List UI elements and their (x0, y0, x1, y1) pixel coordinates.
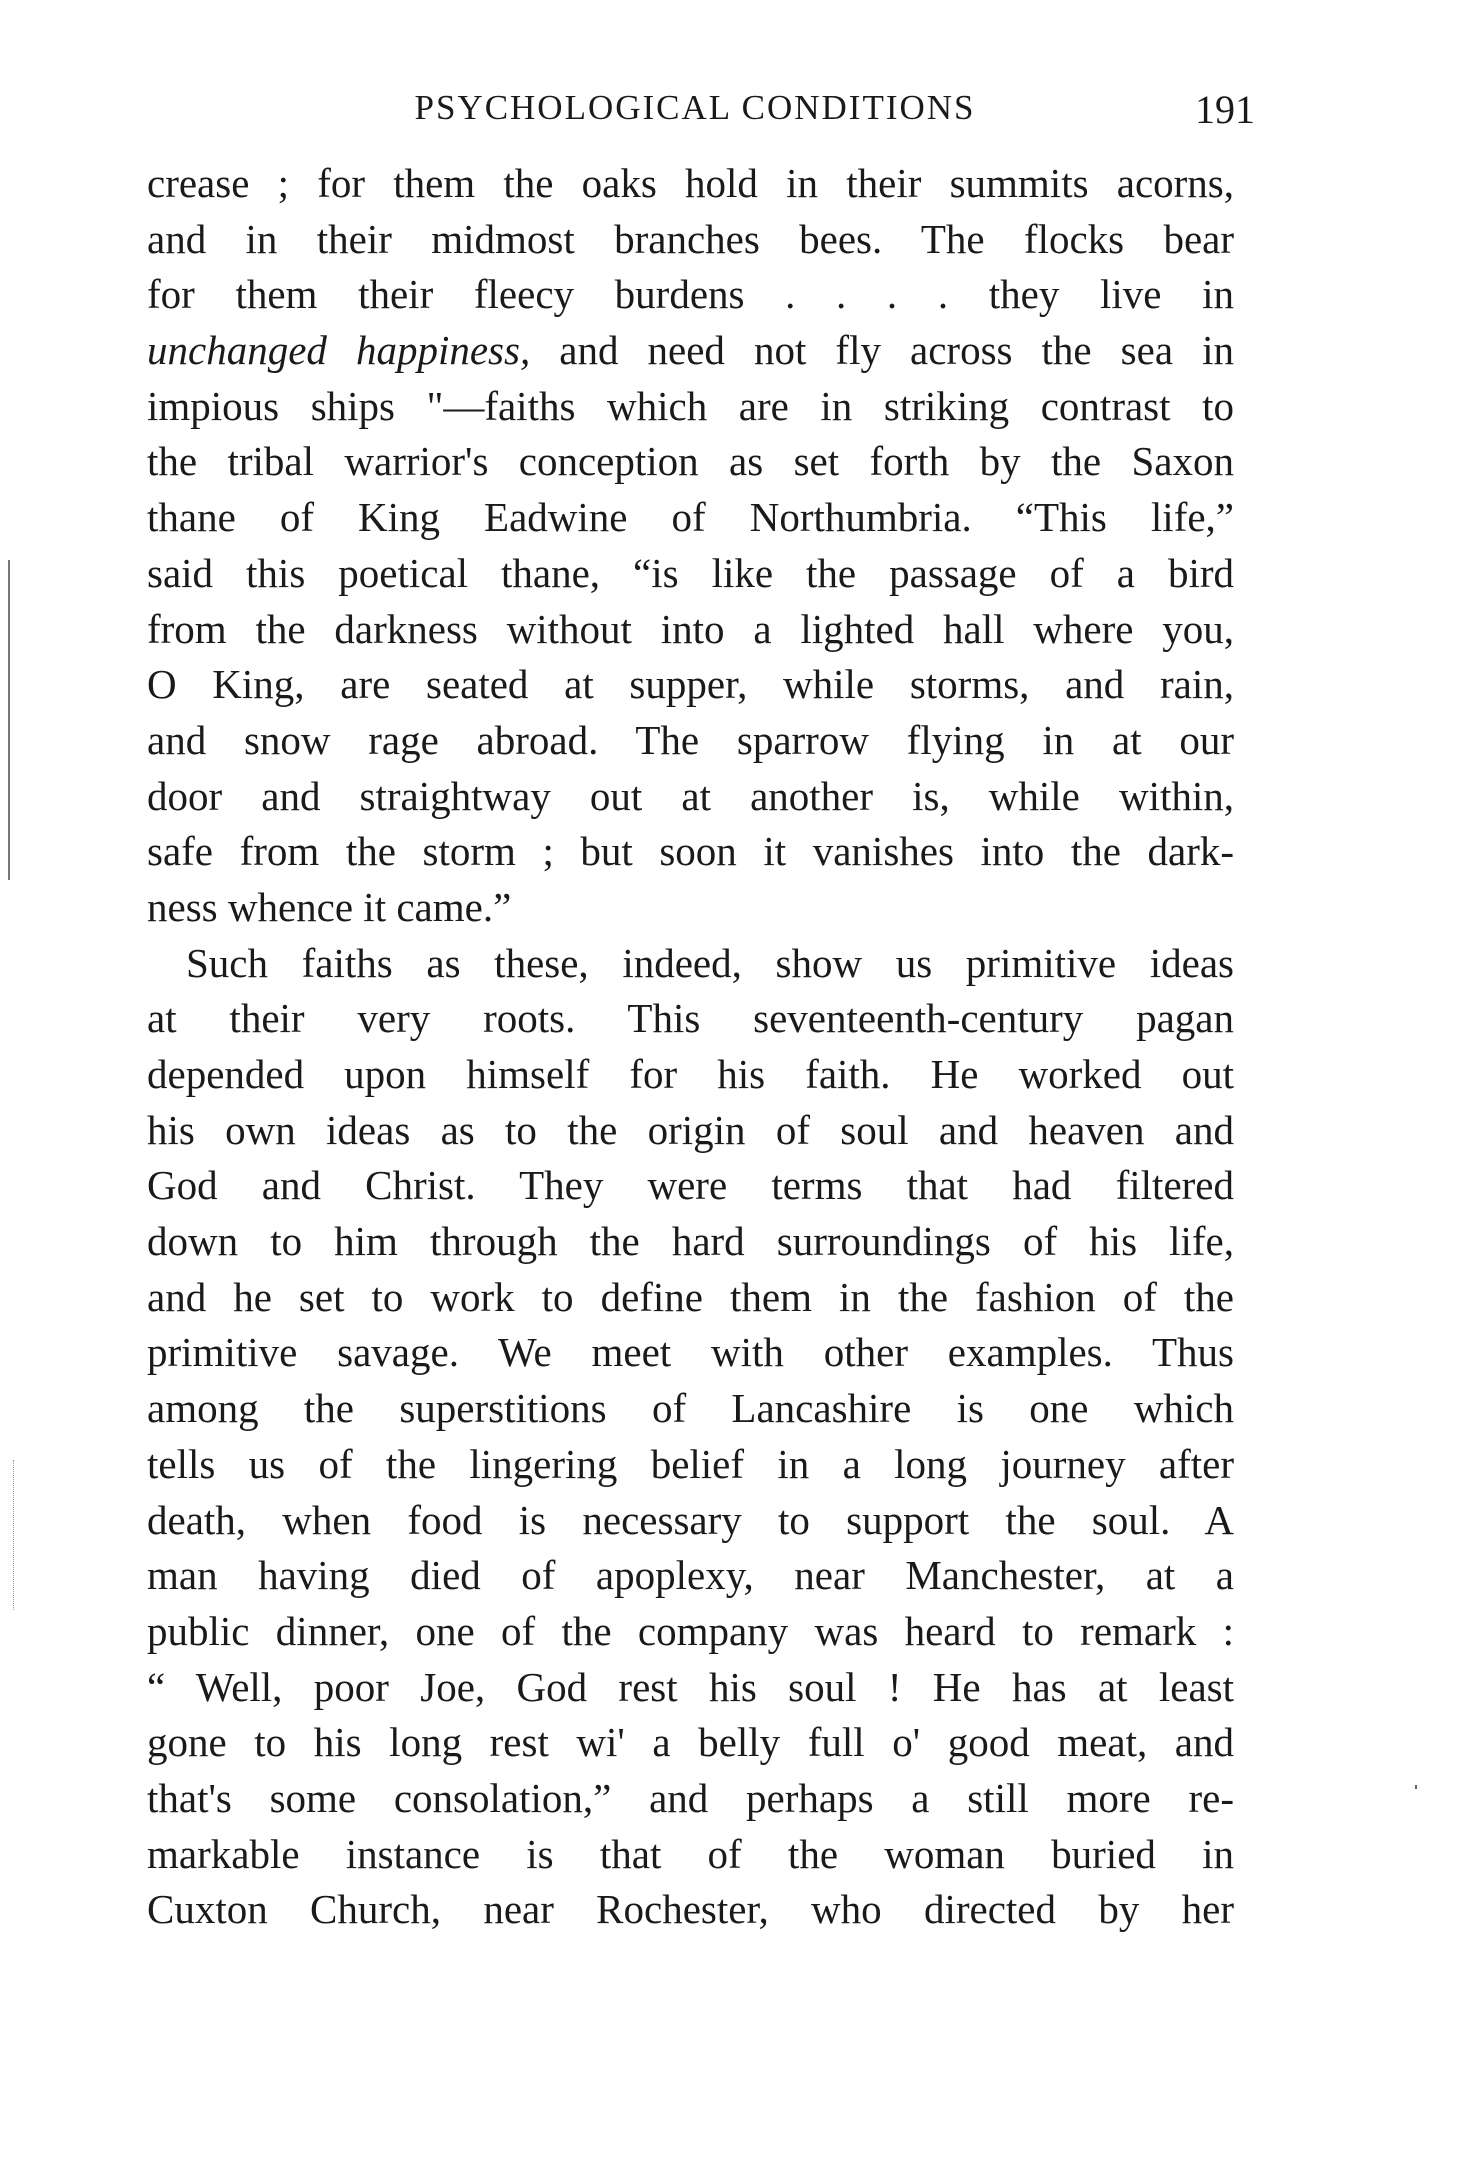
page-number: 191 (1195, 87, 1255, 132)
text-line: his own ideas as to the origin of soul and heaven and (147, 1106, 1234, 1153)
text-line: for them their fleecy burdens . . . . they live in (147, 271, 1234, 318)
text-line: down to him through the hard surroundings of his life, (147, 1218, 1234, 1265)
text-line: and he set to work to define them in the fashion of the (147, 1273, 1234, 1320)
text-line: “ Well, poor Joe, God rest his soul ! He has at least (147, 1663, 1234, 1710)
running-title: PSYCHOLOGICAL CONDITIONS (414, 88, 976, 127)
text-line (147, 323, 1234, 379)
text-line: O King, are seated at supper, while storms, and rain, (147, 661, 1234, 708)
paragraph-first-line: Such faiths as these, indeed, show us primitive ideas (186, 939, 1234, 986)
running-head (145, 78, 1255, 138)
text-line: ness whence it came.” (147, 883, 512, 930)
text-line: door and straightway out at another is, while within, (147, 772, 1234, 819)
text-line: Cuxton Church, near Rochester, who directed by her (147, 1886, 1234, 1933)
text-line: among the superstitions of Lancashire is one which (147, 1385, 1234, 1432)
text-line: primitive savage. We meet with other examples. Thus (147, 1329, 1234, 1376)
body-text (147, 156, 1234, 1938)
italic-phrase: unchanged happiness, (147, 327, 531, 374)
text-line: public dinner, one of the company was heard to remark : (147, 1607, 1234, 1654)
text-line: safe from the storm ; but soon it vanishes into the dark- (147, 828, 1234, 875)
gutter-dotted-line (13, 1460, 15, 1610)
text-line: the tribal warrior's conception as set forth by the Saxon (147, 438, 1234, 485)
text-line: thane of King Eadwine of Northumbria. “This life,” (147, 494, 1234, 541)
text-line: from the darkness without into a lighted hall where you, (147, 605, 1234, 652)
text-line: that's some consolation,” and perhaps a still more re- (147, 1774, 1234, 1821)
scan-speck (1415, 1785, 1417, 1789)
text-line-rest: and need not fly across the sea in (530, 327, 1234, 374)
gutter-shadow-line (8, 560, 10, 880)
text-line: at their very roots. This seventeenth-century pagan (147, 995, 1234, 1042)
text-line: gone to his long rest wi' a belly full o' good meat, and (147, 1719, 1234, 1766)
text-line: said this poetical thane, “is like the passage of a bird (147, 549, 1234, 596)
text-line: and in their midmost branches bees. The flocks bear (147, 215, 1234, 262)
text-line: and snow rage abroad. The sparrow flying in at our (147, 716, 1234, 763)
text-line: tells us of the lingering belief in a long journey after (147, 1440, 1234, 1487)
text-line: depended upon himself for his faith. He worked out (147, 1051, 1234, 1097)
text-line: God and Christ. They were terms that had filtered (147, 1162, 1234, 1209)
text-line: impious ships "—faiths which are in striking contrast to (147, 382, 1234, 429)
text-line: death, when food is necessary to support the soul. A (147, 1496, 1234, 1543)
text-line: crease ; for them the oaks hold in their summits acorns, (147, 160, 1234, 206)
text-line: markable instance is that of the woman buried in (147, 1830, 1234, 1877)
text-line: man having died of apoplexy, near Manchester, at a (147, 1552, 1234, 1599)
